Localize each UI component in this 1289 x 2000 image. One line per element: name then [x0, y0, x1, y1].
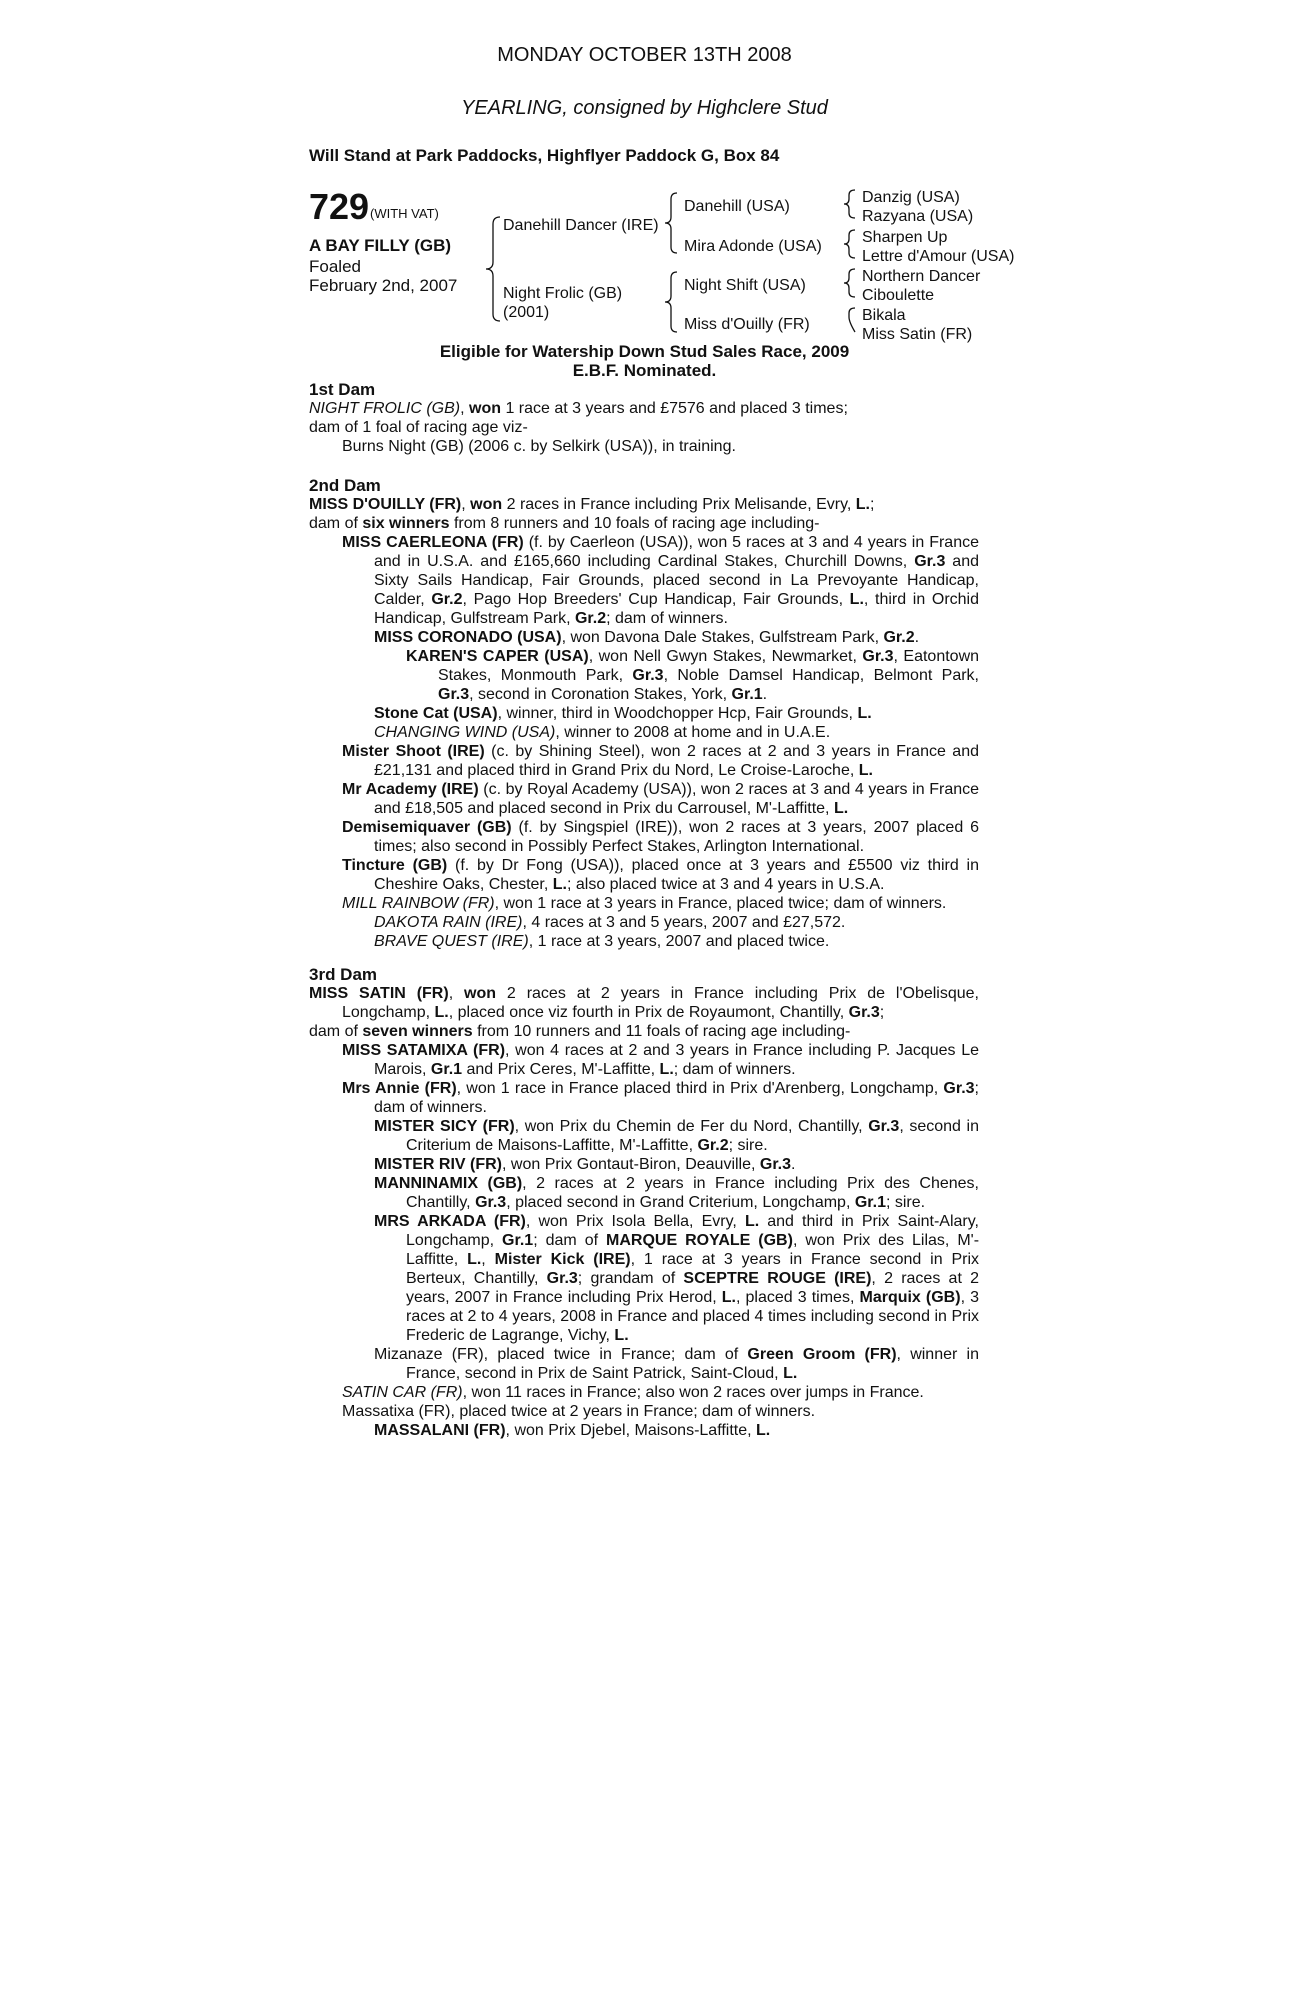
- pedigree-g3-3: Sharpen Up: [862, 229, 948, 246]
- stand-location: Will Stand at Park Paddocks, Highflyer Paddock G, Box 84: [309, 146, 780, 165]
- list-item: Massatixa (FR), placed twice at 2 years in France; dam of winners.: [342, 1403, 816, 1420]
- list-item: CHANGING WIND (USA), winner to 2008 at home and in U.A.E.: [374, 724, 831, 741]
- list-item: Demisemiquaver (GB) (f. by Singspiel (IRE)), won 2 races at 3 years, 2007 placed 6 times; also second in Possibly Perfect Stakes, Arlington International.: [342, 819, 980, 855]
- pedigree-sire: Danehill Dancer (IRE): [503, 217, 659, 234]
- list-item: MILL RAINBOW (FR), won 1 race at 3 years in France, placed twice; dam of winners.: [342, 895, 947, 912]
- first-dam-foal: Burns Night (GB) (2006 c. by Selkirk (USA)), in training.: [342, 438, 736, 455]
- lot-number: 729: [309, 186, 370, 227]
- foaled-label: Foaled: [309, 257, 361, 276]
- third-dam-intro: MISS SATIN (FR), won 2 races at 2 years in France including Prix de l'Obelisque, Longchamp, L., placed once viz fourth in Prix de Royaumont, Chantilly, Gr.3;: [309, 985, 980, 1021]
- list-item: Mizanaze (FR), placed twice in France; dam of Green Groom (FR), winner in France, second in Prix de Saint Patrick, Saint-Cloud, L.: [374, 1346, 979, 1382]
- pedigree-g3-4: Lettre d'Amour (USA): [862, 248, 1015, 265]
- list-item: MISTER RIV (FR), won Prix Gontaut-Biron, Deauville, Gr.3.: [374, 1156, 796, 1173]
- first-dam-section: [309, 380, 979, 456]
- second-dam-intro: MISS D'OUILLY (FR), won 2 races in France including Prix Melisande, Evry, L.;: [309, 496, 875, 513]
- third-dam-produce-intro: dam of seven winners from 10 runners and 11 foals of racing age including-: [309, 1023, 851, 1040]
- first-dam-line2: dam of 1 foal of racing age viz-: [309, 419, 528, 436]
- first-dam-line1: NIGHT FROLIC (GB), won 1 race at 3 years and £7576 and placed 3 times;: [309, 400, 848, 417]
- lot-name: A BAY FILLY (GB): [309, 236, 452, 255]
- pedigree-dam-dam: Miss d'Ouilly (FR): [684, 316, 810, 333]
- second-dam-produce-intro: dam of six winners from 8 runners and 10 foals of racing age including-: [309, 515, 820, 532]
- list-item: Mister Shoot (IRE) (c. by Shining Steel), won 2 races at 2 and 3 years in France and £21,131 and placed third in Grand Prix du Nord, Le Croise-Laroche, L.: [342, 743, 980, 779]
- third-dam-heading: 3rd Dam: [309, 965, 378, 984]
- vat-note: (WITH VAT): [370, 206, 439, 221]
- list-item: KAREN'S CAPER (USA), won Nell Gwyn Stakes, Newmarket, Gr.3, Eatontown Stakes, Monmouth Park, Gr.3, Noble Damsel Handicap, Belmont Park, Gr.3, second in Coronation Stakes, York, Gr.1.: [406, 648, 980, 703]
- list-item: BRAVE QUEST (IRE), 1 race at 3 years, 2007 and placed twice.: [374, 933, 830, 950]
- pedigree-g3-8: Miss Satin (FR): [862, 326, 973, 343]
- first-dam-heading: 1st Dam: [309, 380, 376, 399]
- pedigree-g3-7: Bikala: [862, 307, 906, 324]
- list-item: MISS CAERLEONA (FR) (f. by Caerleon (USA)), won 5 races at 3 and 4 years in France and in U.S.A. and £165,660 including Cardinal Stakes, Churchill Downs, Gr.3 and Sixty Sails Handicap, Fair Grounds, placed second in La Prevoyante Handicap, Calder, Gr.2, Pago Hop Breeders' Cup Handicap, Fair Grounds, L., third in Orchid Handicap, Gulfstream Park, Gr.2; dam of winners.: [342, 534, 980, 627]
- foaled-date: February 2nd, 2007: [309, 276, 458, 295]
- pedigree-sire-sire: Danehill (USA): [684, 198, 790, 215]
- list-item: SATIN CAR (FR), won 11 races in France; also won 2 races over jumps in France.: [342, 1384, 924, 1401]
- list-item: DAKOTA RAIN (IRE), 4 races at 3 and 5 years, 2007 and £27,572.: [374, 914, 846, 931]
- list-item: MANNINAMIX (GB), 2 races at 2 years in France including Prix des Chenes, Chantilly, Gr.3, placed second in Grand Criterium, Longchamp, Gr.1; sire.: [374, 1175, 980, 1211]
- first-dam-name: NIGHT FROLIC (GB): [309, 400, 461, 417]
- pedigree-sire-dam: Mira Adonde (USA): [684, 238, 822, 255]
- second-dam-section: [309, 476, 979, 951]
- list-item: MISS CORONADO (USA), won Davona Dale Stakes, Gulfstream Park, Gr.2.: [374, 629, 920, 646]
- eligibility-line: Eligible for Watership Down Stud Sales Race, 2009: [439, 342, 850, 361]
- pedigree-g3-6: Ciboulette: [862, 287, 935, 304]
- list-item: Mr Academy (IRE) (c. by Royal Academy (USA)), won 2 races at 3 and 4 years in France and £18,505 and placed second in Prix du Carrousel, M'-Laffitte, L.: [342, 781, 980, 817]
- ebf-line: E.B.F. Nominated.: [572, 361, 717, 380]
- third-dam-section: [309, 965, 979, 1440]
- list-item: Tincture (GB) (f. by Dr Fong (USA)), placed once at 3 years and £5500 viz third in Cheshire Oaks, Chester, L.; also placed twice at 3 and 4 years in U.S.A.: [342, 857, 979, 893]
- first-dam-won: won: [469, 400, 501, 417]
- pedigree-g3-2: Razyana (USA): [862, 208, 974, 225]
- consignment-line: YEARLING, consigned by Highclere Stud: [461, 97, 828, 119]
- second-dam-heading: 2nd Dam: [309, 476, 381, 495]
- pedigree-dam-sire: Night Shift (USA): [684, 277, 806, 294]
- list-item: Stone Cat (USA), winner, third in Woodchopper Hcp, Fair Grounds, L.: [374, 705, 872, 722]
- pedigree-g3-5: Northern Dancer: [862, 268, 981, 285]
- list-item: MASSALANI (FR), won Prix Djebel, Maisons-Laffitte, L.: [374, 1422, 771, 1439]
- list-item: MISS SATAMIXA (FR), won 4 races at 2 and 3 years in France including P. Jacques Le Marois, Gr.1 and Prix Ceres, M'-Laffitte, L.; dam of winners.: [342, 1042, 980, 1078]
- list-item: Mrs Annie (FR), won 1 race in France placed third in Prix d'Arenberg, Longchamp, Gr.3; dam of winners.: [342, 1080, 979, 1116]
- sale-date: MONDAY OCTOBER 13TH 2008: [497, 44, 792, 66]
- pedigree-g3-1: Danzig (USA): [862, 189, 960, 206]
- list-item: MISTER SICY (FR), won Prix du Chemin de Fer du Nord, Chantilly, Gr.3, second in Criterium de Maisons-Laffitte, M'-Laffitte, Gr.2; sire.: [374, 1118, 979, 1154]
- pedigree-dam: Night Frolic (GB): [503, 285, 623, 302]
- pedigree-dam-year: (2001): [503, 304, 550, 321]
- list-item: MRS ARKADA (FR), won Prix Isola Bella, Evry, L. and third in Prix Saint-Alary, Longchamp, Gr.1; dam of MARQUE ROYALE (GB), won Prix des Lilas, M'-Laffitte, L., Mister Kick (IRE), 1 race at 3 years in France second in Prix Berteux, Chantilly, Gr.3; grandam of SCEPTRE ROUGE (IRE), 2 races at 2 years, 2007 in France including Prix Herod, L., placed 3 times, Marquix (GB), 3 races at 2 to 4 years, 2008 in France and placed 4 times including second in Prix Frederic de Lagrange, Vichy, L.: [374, 1213, 980, 1344]
- pedigree-brackets: [0, 0, 1289, 360]
- first-dam-record: 1 race at 3 years and £7576 and placed 3 times;: [501, 400, 848, 417]
